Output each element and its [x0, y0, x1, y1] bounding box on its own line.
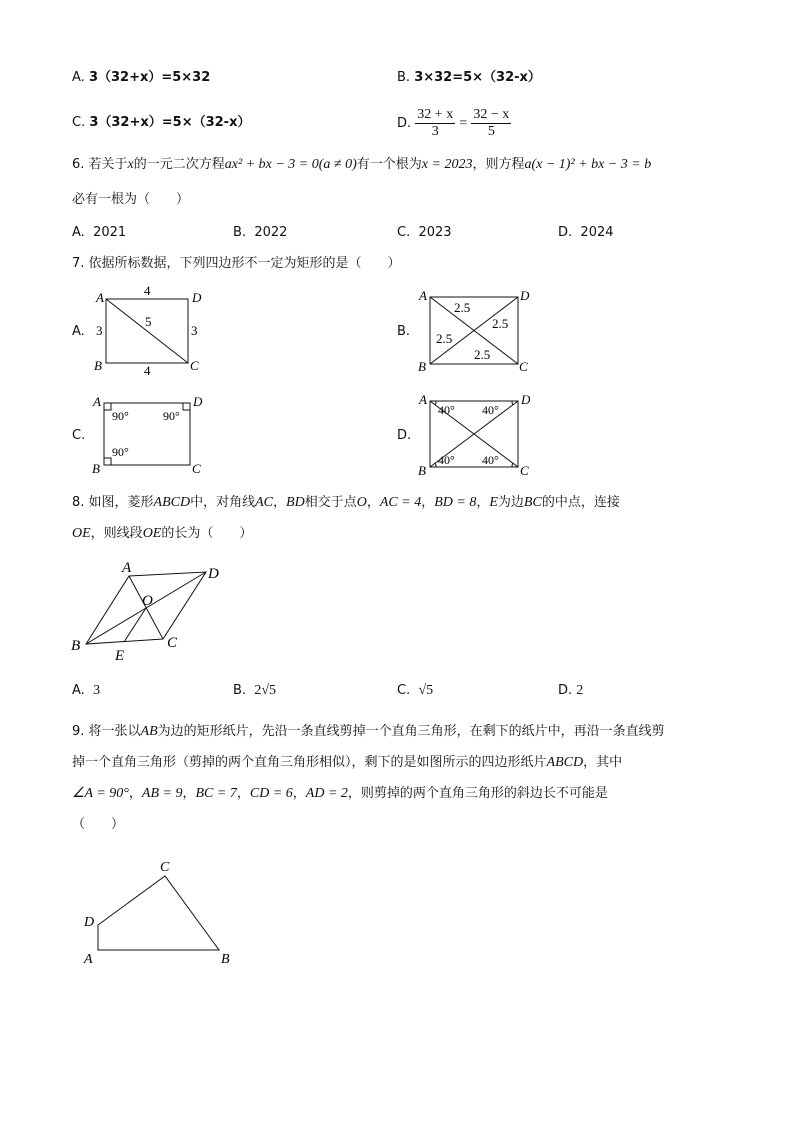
vertex-d: D — [208, 566, 219, 582]
q7-option-a-letter[interactable]: A. — [72, 324, 85, 339]
angle-a: 40° — [438, 403, 455, 417]
q7-figure-c — [88, 389, 218, 484]
q8-stem-line2: OE，则线段OE的长为（ ） — [72, 526, 253, 541]
vertex-b: B — [418, 359, 426, 374]
vertex-c: C — [190, 358, 199, 373]
q5-option-b-letter: B. — [397, 70, 415, 85]
q5-option-d-equals: = — [459, 116, 468, 131]
vertex-d: D — [193, 394, 203, 409]
right-angle-mark-a — [104, 403, 111, 410]
q9-figure-quadrilateral — [78, 855, 248, 970]
vertex-b: B — [71, 638, 81, 654]
q6-option-c[interactable]: C. 2023 — [397, 225, 452, 240]
point-e: E — [115, 648, 125, 664]
q5-option-d-letter: D. — [397, 116, 412, 131]
quadrilateral-shape — [98, 876, 219, 950]
q7-option-c-letter[interactable]: C. — [72, 428, 86, 443]
label-left: 3 — [96, 323, 103, 338]
label-od: 2.5 — [492, 316, 509, 331]
q7-option-d-letter[interactable]: D. — [397, 428, 412, 443]
q7-stem: 7. 依据所标数据，下列四边形不一定为矩形的是（ ） — [72, 256, 401, 271]
vertex-c: C — [520, 463, 529, 478]
vertex-b: B — [221, 952, 230, 967]
right-angle-mark-d — [183, 403, 190, 410]
label-bottom: 4 — [144, 363, 151, 377]
vertex-c: C — [519, 359, 528, 374]
q5-option-c[interactable] — [72, 114, 250, 132]
vertex-a: A — [96, 290, 104, 305]
q5-option-d[interactable] — [397, 104, 511, 144]
q8-option-a[interactable]: A. 3 — [72, 683, 101, 698]
angle-b: 90° — [112, 445, 129, 459]
q7-figure-d — [414, 389, 544, 484]
label-ao: 2.5 — [454, 300, 471, 315]
q8-option-b[interactable]: B. 2√5 — [233, 683, 277, 698]
q5-option-b-equation: 3×32=5×（32-x） — [414, 70, 541, 85]
q8-figure-rhombus — [66, 556, 236, 666]
q6-equation-1: ax² + bx − 3 = 0(a ≠ 0) — [224, 157, 357, 172]
angle-arc-a — [435, 401, 436, 405]
vertex-d: D — [84, 915, 95, 930]
label-diagonal: 5 — [145, 314, 152, 329]
vertex-d: D — [192, 290, 202, 305]
vertex-a: A — [122, 560, 132, 576]
vertex-a: A — [84, 952, 93, 967]
vertex-a: A — [93, 394, 101, 409]
q8-option-c[interactable]: C. √5 — [397, 683, 434, 698]
diagonal-line — [106, 299, 188, 363]
q7-figure-b — [414, 282, 544, 377]
segment-oe — [124, 608, 146, 642]
vertex-d: D — [520, 288, 530, 303]
q9-stem-line1: 9. 将一张以AB为边的矩形纸片，先沿一条直线剪掉一个直角三角形，在剩下的纸片中，再沿一条直线剪 — [72, 724, 665, 739]
q5-option-c-letter: C. — [72, 115, 90, 130]
q6-option-a[interactable]: A. 2021 — [72, 225, 127, 240]
q9-stem-line2: 掉一个直角三角形（剪掉的两个直角三角形相似），剩下的是如图所示的四边形纸片ABCD，其中 — [72, 755, 623, 770]
vertex-c: C — [160, 860, 170, 875]
vertex-d: D — [521, 392, 531, 407]
q5-option-a-equation: 3（32+x）=5×32 — [88, 70, 211, 85]
q6-option-b[interactable]: B. 2022 — [233, 225, 288, 240]
angle-d: 90° — [163, 409, 180, 423]
angle-b: 40° — [438, 453, 455, 467]
q5-option-a[interactable] — [72, 69, 210, 87]
q6-root: x = 2023 — [421, 157, 473, 172]
right-angle-mark-b — [104, 458, 111, 465]
q5-option-a-letter: A. — [72, 70, 89, 85]
vertex-a: A — [419, 392, 427, 407]
vertex-b: B — [418, 463, 426, 478]
q7-figure-a — [88, 282, 218, 377]
label-top: 4 — [144, 283, 151, 298]
vertex-b: B — [92, 461, 100, 476]
q5-option-d-fraction-1: $\frac{32 + x}{3}$ — [417, 107, 454, 139]
vertex-c: C — [192, 461, 201, 476]
vertex-b: B — [94, 358, 102, 373]
q5-option-c-equation: 3（32+x）=5×（32-x） — [89, 115, 251, 130]
angle-arc-b — [435, 463, 436, 467]
q8-option-d[interactable]: D. 2 — [558, 683, 584, 698]
q5-option-b[interactable] — [397, 69, 541, 87]
label-bo: 2.5 — [436, 331, 453, 346]
q6-stem-line1: 6. 若关于x的一元二次方程ax² + bx − 3 = 0(a ≠ 0)有一个根为x = 2023，则方程a(x − 1)² + bx − 3 = b — [72, 157, 652, 172]
q6-equation-2: a(x − 1)² + bx − 3 = b — [524, 157, 652, 172]
label-right: 3 — [191, 323, 198, 338]
angle-arc-d — [512, 401, 513, 405]
point-o: O — [142, 593, 153, 609]
q8-stem-line1: 8. 如图，菱形ABCD中，对角线AC，BD相交于点O，AC = 4，BD = 8，E为边BC的中点，连接 — [72, 495, 620, 510]
q6-stem-line2: 必有一根为（ ） — [72, 192, 190, 207]
q6-option-d[interactable]: D. 2024 — [558, 225, 614, 240]
angle-d: 40° — [482, 403, 499, 417]
angle-arc-c — [512, 463, 513, 467]
q9-stem-line4: （ ） — [72, 817, 125, 832]
q5-option-d-fraction-2: $\frac{32 - x}{5}$ — [473, 107, 510, 139]
q7-option-b-letter[interactable]: B. — [397, 324, 411, 339]
label-oc: 2.5 — [474, 347, 491, 362]
vertex-c: C — [167, 635, 178, 651]
q9-stem-line3: ∠A = 90°，AB = 9，BC = 7，CD = 6，AD = 2，则剪掉的两个直角三角形的斜边长不可能是 — [72, 786, 608, 801]
angle-a: 90° — [112, 409, 129, 423]
angle-c: 40° — [482, 453, 499, 467]
vertex-a: A — [419, 288, 427, 303]
